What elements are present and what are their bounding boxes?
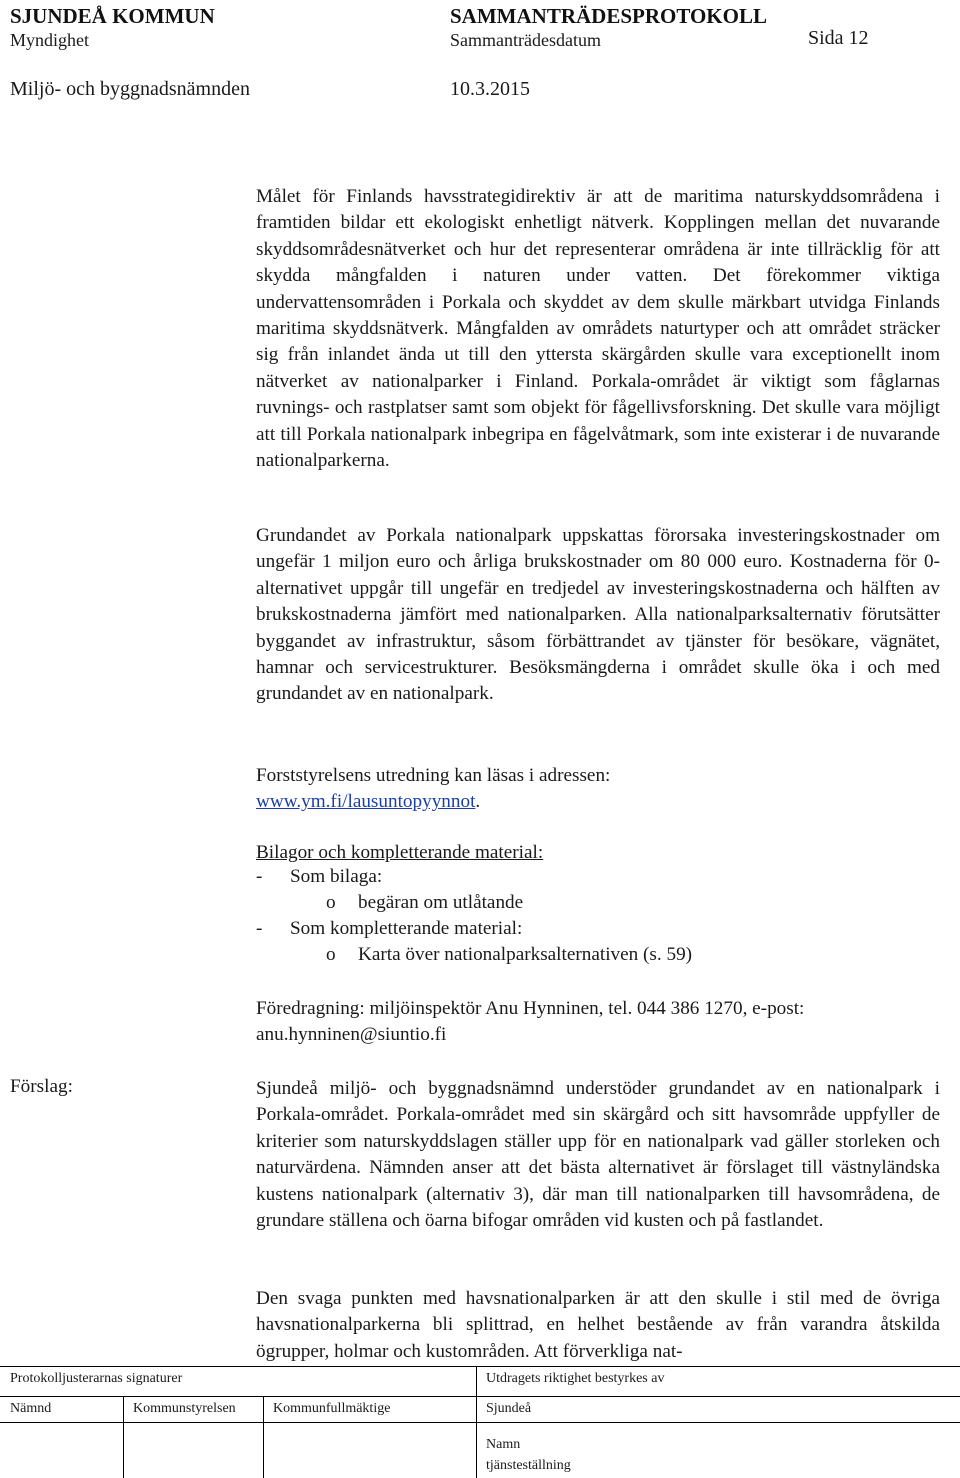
footer-row-line: [0, 1422, 960, 1423]
name-label: Namn: [486, 1437, 521, 1452]
footer-col-line: [263, 1396, 264, 1478]
list-item: [256, 918, 522, 940]
document-type: SAMMANTRÄDESPROTOKOLL: [450, 4, 767, 28]
presenter-email: anu.hynninen@siuntio.fi: [256, 1024, 447, 1045]
col-namnd: Nämnd: [10, 1401, 52, 1416]
page-number: Sida 12: [808, 27, 869, 49]
list-marker: o: [326, 892, 336, 913]
col-kommunfullmaktige: Kommunfullmäktige: [273, 1401, 391, 1416]
authority-name: Miljö- och byggnadsnämnden: [10, 78, 250, 100]
paragraph-last-text: Den svaga punkten med havsnationalparken är att den skulle i stil med de övriga havsnationalparkerna bli splittrad, en helhet bestående av från varandra åtskilda ögrupper, holmar och kustområden. Att förverkliga nat-: [256, 1288, 940, 1362]
paragraph-1: [256, 184, 940, 474]
proposal-label: Förslag:: [10, 1076, 73, 1097]
list-marker: -: [256, 866, 263, 887]
list-item-text: Som bilaga:: [290, 866, 383, 887]
meeting-date: 10.3.2015: [450, 78, 530, 100]
link-suffix: .: [475, 791, 481, 813]
org-name: SJUNDEÅ KOMMUN: [10, 4, 215, 28]
list-marker: o: [326, 944, 336, 965]
position-label: tjänsteställning: [486, 1458, 571, 1473]
place: Sjundeå: [486, 1401, 532, 1416]
attachments-title: Bilagor och kompletterande material:: [256, 842, 544, 863]
authority-label: Myndighet: [10, 30, 89, 50]
date-label: Sammanträdesdatum: [450, 30, 601, 50]
list-item: [326, 892, 523, 914]
proposal-text: Sjundeå miljö- och byggnadsnämnd understöder grundandet av en nationalpark i Porkala-området. Porkala-området med sin skärgård och sitt havsområde uppfyller de kriterier som naturskyddslagen ställer upp för en nationalpark vad gäller storleken och naturvärdena. Nämnden anser att det bästa alternativet är förslaget till västnyländska kustens nationalpark (alternativ 3), där man till nationalparken till havsområdena, de grundare ställena och öarna bifogar områden vid kusten och på fastlandet.: [256, 1078, 940, 1232]
presenter-line-1: Föredragning: miljöinspektör Anu Hynninen, tel. 044 386 1270, e-post:: [256, 998, 805, 1019]
list-marker: -: [256, 918, 263, 939]
paragraph-3: [256, 763, 940, 816]
extract-label: Utdragets riktighet bestyrkes av: [486, 1371, 665, 1386]
list-item: [326, 944, 692, 966]
paragraph-last: [256, 1286, 940, 1365]
proposal: [256, 1076, 940, 1234]
footer-top-line: [0, 1366, 960, 1367]
paragraph-3-text: Forststyrelsens utredning kan läsas i adressen:: [256, 765, 611, 786]
footer-mid-line: [0, 1396, 960, 1397]
list-item-text: begäran om utlåtande: [358, 892, 524, 913]
col-kommunstyrelsen: Kommunstyrelsen: [133, 1401, 236, 1416]
list-item-text: Som kompletterande material:: [290, 918, 523, 939]
list-item: [256, 866, 382, 888]
ym-link[interactable]: www.ym.fi/lausuntopyynnot: [256, 791, 476, 813]
paragraph-2: [256, 523, 940, 708]
footer-col-line: [123, 1396, 124, 1478]
paragraph-1-text: Målet för Finlands havsstrategidirektiv är att de maritima naturskyddsområdena i framtiden bildar ett ekologiskt enhetligt nätverk. Kopplingen mellan det nuvarande skyddsområdesnätverket och hur det representerar områdena är inte tillräcklig för att skydda mångfalden i naturen under vatten. Det förekommer viktiga undervattensområden i Porkala och skyddet av dem skulle märkbart utvidga Finlands maritima skyddsnätverk. Mångfalden av områdets naturtyper och att området sträcker sig från inlandet ända ut till den yttersta skärgården skulle vara exceptionellt inom nätverket av nationalparker i Finland. Porkala-området är viktigt som fåglarnas ruvnings- och rastplatser samt som objekt för fågellivsforskning. Det skulle vara möjligt att till Porkala nationalpark inbegripa en fågelvåtmark, som inte existerar i de nuvarande nationalparkerna.: [256, 186, 940, 472]
signatures-label: Protokolljusterarnas signaturer: [10, 1371, 183, 1386]
paragraph-2-text: Grundandet av Porkala nationalpark uppskattas förorsaka investeringskostnader om ungefär 1 miljon euro och årliga brukskostnader om 80 000 euro. Kostnaderna för 0-alternativet uppgår till ungefär en tredjedel av investeringskostnaderna och hälften av brukskostnaderna jämfört med nationalparken. Alla nationalparksalternativ förutsätter byggandet av infrastruktur, såsom förbättrandet av tjänster för besökare, vägnätet, hamnar och servicestrukturer. Besöksmängderna i området skulle öka i och med grundandet av en nationalpark.: [256, 525, 940, 705]
list-item-text: Karta över nationalparksalternativen (s. 59): [358, 944, 693, 965]
